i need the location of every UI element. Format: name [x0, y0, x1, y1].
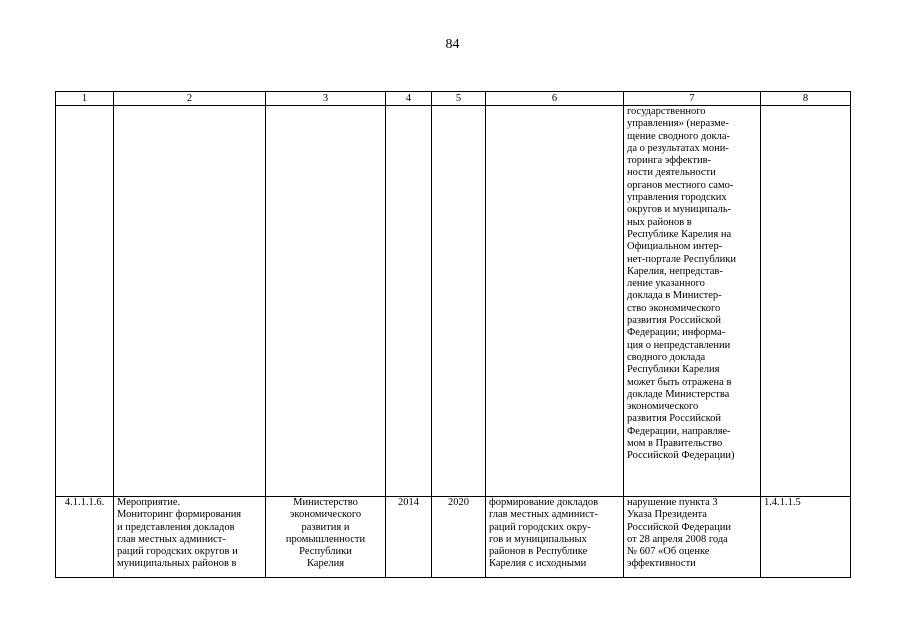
text-line: да о результатах мони- — [627, 142, 729, 154]
table-cell — [386, 106, 432, 497]
table-row — [56, 497, 851, 578]
text-line: ство экономического — [627, 302, 721, 314]
table-cell — [56, 106, 114, 497]
header-cell: 5 — [432, 92, 486, 106]
text-line: Мероприятие. — [117, 497, 181, 508]
text-line: сводного доклада — [627, 351, 706, 363]
cell-lines — [489, 497, 620, 577]
cell-lines — [627, 106, 757, 463]
text-line: ция о непредставлении — [627, 339, 731, 351]
text-line: муниципальных районов в — [117, 558, 237, 570]
table-cell-risk-text — [624, 497, 761, 578]
text-line: Республики Карелия — [627, 364, 720, 376]
text-line: районов в Республике — [489, 546, 588, 558]
table-cell-end-year: 2020 — [432, 497, 486, 578]
table-cell — [432, 106, 486, 497]
text-line: Карелия с исходными — [489, 558, 587, 570]
table-cell-activity — [114, 497, 266, 578]
text-line: экономического — [289, 509, 362, 521]
text-line: гов и муниципальных — [489, 533, 587, 545]
text-line: Министерство — [293, 497, 358, 508]
text-line: Республике Карелия на — [627, 228, 732, 240]
text-line: ных районов в — [627, 216, 692, 228]
text-line: Российской Федерации — [627, 521, 731, 533]
header-cell: 1 — [56, 92, 114, 106]
text-line: мом в Правительство — [627, 438, 723, 450]
text-line: Указа Президента — [627, 509, 707, 521]
table-header-row — [56, 92, 851, 106]
text-line: управления» (неразме- — [627, 118, 729, 130]
cell-lines — [269, 497, 382, 577]
cell-lines — [627, 497, 757, 577]
table-cell-start-year: 2014 — [386, 497, 432, 578]
text-line: государственного — [627, 106, 706, 117]
text-line: нет-портале Республики — [627, 253, 737, 265]
text-line: нарушение пункта 3 — [627, 497, 718, 508]
text-line: Мониторинг формирования — [117, 509, 242, 521]
text-line: Карелия — [306, 558, 345, 570]
text-line: раций городских округов и — [117, 546, 238, 558]
text-line: развития Российской — [627, 413, 722, 425]
header-cell: 3 — [266, 92, 386, 106]
text-line: Федерации; информа- — [627, 327, 726, 339]
text-line: глав местных админист- — [117, 533, 226, 545]
cell-lines — [117, 497, 262, 577]
text-line: доклада в Министер- — [627, 290, 722, 302]
text-line: торинга эффектив- — [627, 155, 712, 167]
text-line: формирование докладов — [489, 497, 599, 508]
text-line: Республики — [299, 546, 352, 558]
table-cell — [114, 106, 266, 497]
text-line: может быть отражена в — [627, 376, 732, 388]
table-cell-result — [486, 497, 624, 578]
text-line: развития Российской — [627, 315, 722, 327]
table-row-continuation — [56, 106, 851, 497]
table-cell-risk-text — [624, 106, 761, 497]
table-cell — [266, 106, 386, 497]
text-line: ности деятельности — [627, 167, 716, 179]
text-line: Российской Федерации) — [627, 450, 735, 462]
text-line: глав местных админист- — [489, 509, 598, 521]
text-line: развития и — [301, 521, 350, 533]
text-line: от 28 апреля 2008 года — [627, 533, 728, 545]
text-line: щение сводного докла- — [627, 130, 730, 142]
header-cell: 2 — [114, 92, 266, 106]
table-cell-executor — [266, 497, 386, 578]
header-cell: 6 — [486, 92, 624, 106]
text-line: органов местного само- — [627, 179, 734, 191]
text-line: № 607 «Об оценке — [627, 546, 710, 558]
text-line: Карелия, непредстав- — [627, 265, 723, 277]
text-line: промышленности — [285, 533, 366, 545]
text-line: докладе Министерства — [627, 388, 730, 400]
header-cell: 7 — [624, 92, 761, 106]
table-cell-number: 4.1.1.1.6. — [56, 497, 114, 578]
text-line: Официальном интер- — [627, 241, 723, 253]
text-line: ление указанного — [627, 278, 705, 290]
page-number: 84 — [445, 37, 460, 52]
data-table — [55, 91, 851, 578]
header-cell: 4 — [386, 92, 432, 106]
text-line: экономического — [627, 401, 699, 413]
table-cell — [486, 106, 624, 497]
text-line: Федерации, направляе- — [627, 425, 731, 437]
text-line: раций городских окру- — [489, 521, 591, 533]
table-cell — [761, 106, 851, 497]
text-line: округов и муниципаль- — [627, 204, 732, 216]
header-cell: 8 — [761, 92, 851, 106]
table-cell-reference: 1.4.1.1.5 — [761, 497, 851, 578]
text-line: эффективности — [627, 558, 696, 570]
text-line: управления городских — [627, 192, 727, 204]
text-line: и представления докладов — [117, 521, 235, 533]
